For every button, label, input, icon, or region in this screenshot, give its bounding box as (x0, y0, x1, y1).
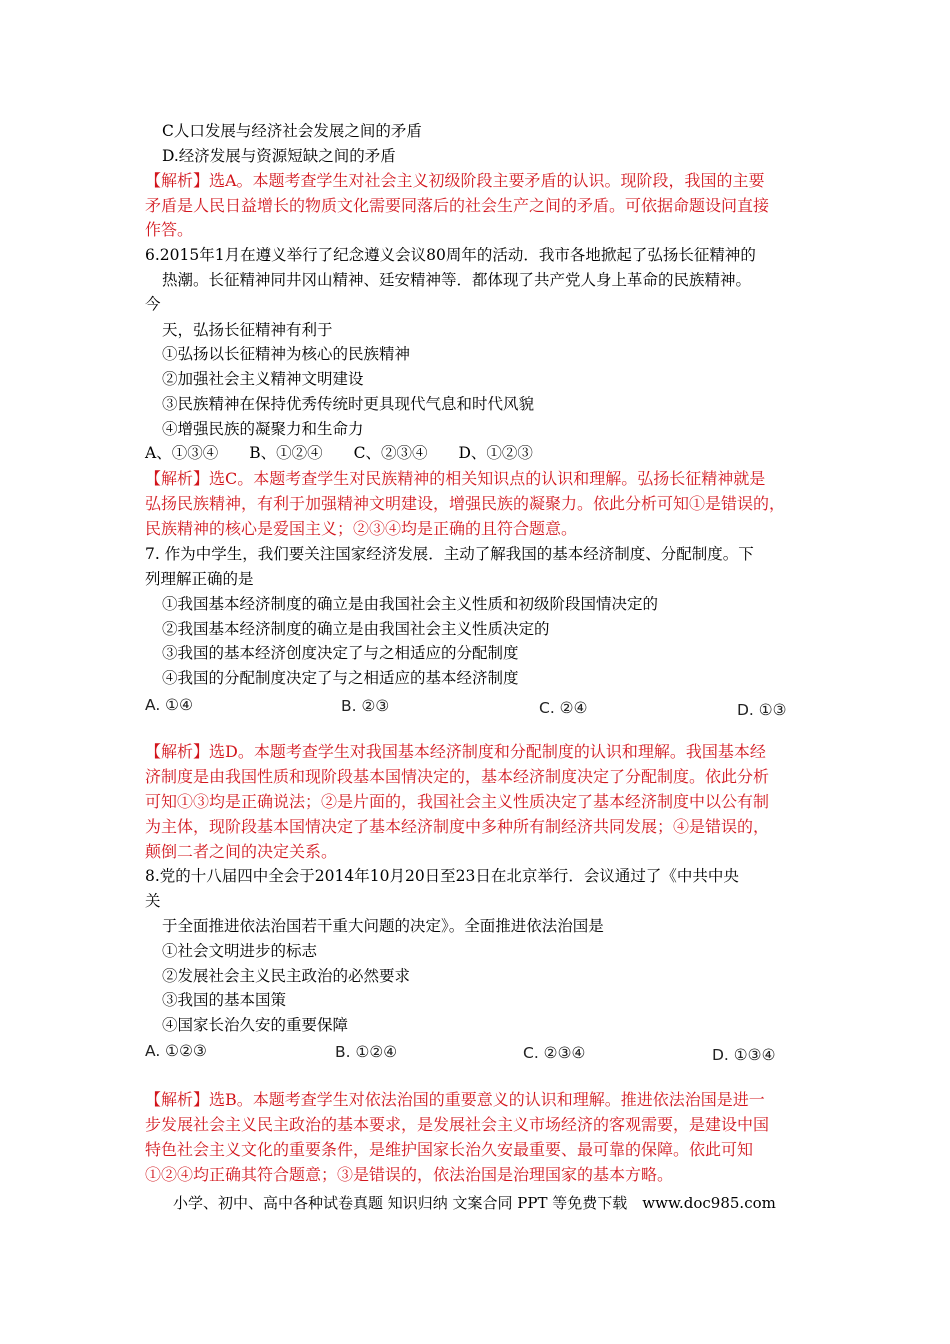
q8-analysis-line-4: ①②④均正确其符合题意；③是错误的，依法治国是治理国家的基本方略。 (145, 1165, 674, 1184)
q7-item-3: ③我国的基本经济创度决定了与之相适应的分配制度 (162, 644, 519, 662)
q6-item-4: ④增强民族的凝聚力和生命力 (162, 420, 364, 438)
q5-analysis-line-2: 矛盾是人民日益增长的物质文化需要同落后的社会生产之间的矛盾。可依据命题设问直接 (145, 196, 770, 215)
q8-stem-line-3: 于全面推进依法治国若干重大问题的决定》。全面推进依法治国是 (162, 917, 604, 935)
q8-item-2: ②发展社会主义民主政治的必然要求 (162, 967, 411, 985)
q8-option-c: C. ②③④ (523, 1044, 586, 1062)
q8-analysis-line-2: 步发展社会主义民主政治的基本要求，是发展社会主义市场经济的客观需要，是建设中国 (145, 1115, 770, 1134)
q5-analysis-line-3: 作答。 (145, 220, 194, 239)
q8-analysis-line-3: 特色社会主义文化的重要条件，是维护国家长治久安最重要、最可靠的保障。依此可知 (145, 1140, 754, 1159)
q6-options: A、①③④ B、①②④ C、②③④ D、①②③ (145, 444, 533, 462)
q7-item-4: ④我国的分配制度决定了与之相适应的基本经济制度 (162, 669, 519, 687)
q5-analysis-line-1: 【解析】选A。本题考查学生对社会主义初级阶段主要矛盾的认识。现阶段，我国的主要 (145, 171, 765, 190)
q6-stem-line-3: 今 (145, 295, 161, 313)
q8-item-1: ①社会文明进步的标志 (162, 942, 318, 960)
q7-stem-line-2: 列理解正确的是 (145, 570, 254, 588)
q6-analysis-line-3: 民族精神的核心是爱国主义；②③④均是正确的且符合题意。 (145, 519, 578, 538)
q7-analysis-line-4: 为主体，现阶段基本国情决定了基本经济制度中多种所有制经济共同发展；④是错误的， (145, 817, 770, 836)
q7-stem-line-1: 7. 作为中学生，我们要关注国家经济发展．主动了解我国的基本经济制度、分配制度。下 (145, 545, 754, 563)
q6-item-2: ②加强社会主义精神文明建设 (162, 370, 364, 388)
page-footer: 小学、初中、高中各种试卷真题 知识归纳 文案合同 PPT 等免费下载 www.doc985.com (173, 1194, 776, 1212)
q7-option-d: D. ①③ (737, 701, 787, 719)
q6-item-1: ①弘扬以长征精神为核心的民族精神 (162, 345, 411, 363)
q7-item-2: ②我国基本经济制度的确立是由我国社会主义性质决定的 (162, 620, 550, 638)
q6-stem-line-1: 6.2015年1月在遵义举行了纪念遵义会议80周年的活动．我市各地掀起了弘扬长征精神的 (145, 246, 756, 264)
q8-analysis-line-1: 【解析】选B。本题考查学生对依法治国的重要意义的认识和理解。推进依法治国是进一 (145, 1090, 765, 1109)
q8-option-a: A. ①②③ (145, 1042, 207, 1060)
q8-stem-line-1: 8.党的十八届四中全会于2014年10月20日至23日在北京举行．会议通过了《中共中央 (145, 867, 739, 885)
q7-option-a: A. ①④ (145, 696, 193, 714)
q6-analysis-line-1: 【解析】选C。本题考查学生对民族精神的相关知识点的认识和理解。弘扬长征精神就是 (145, 469, 766, 488)
q8-stem-line-2: 关 (145, 892, 161, 910)
q5-option-c: C人口发展与经济社会发展之间的矛盾 (162, 122, 422, 140)
q7-analysis-line-3: 可知①③均是正确说法；②是片面的，我国社会主义性质决定了基本经济制度中以公有制 (145, 792, 770, 811)
q6-stem-line-4: 天，弘扬长征精神有利于 (162, 321, 333, 339)
q7-item-1: ①我国基本经济制度的确立是由我国社会主义性质和初级阶段国情决定的 (162, 595, 659, 613)
q7-options (145, 695, 805, 721)
q6-analysis-line-2: 弘扬民族精神，有利于加强精神文明建设，增强民族的凝聚力。依此分析可知①是错误的， (145, 494, 786, 513)
q7-option-c: C. ②④ (539, 699, 588, 717)
q8-item-3: ③我国的基本国策 (162, 991, 287, 1009)
q8-options (145, 1041, 805, 1067)
q8-option-d: D. ①③④ (712, 1046, 776, 1064)
q6-stem-line-2: 热潮。长征精神同井冈山精神、廷安精神等．都体现了共产党人身上革命的民族精神。 (162, 271, 752, 289)
q8-item-4: ④国家长治久安的重要保障 (162, 1016, 349, 1034)
q7-option-b: B. ②③ (341, 697, 390, 715)
q8-option-b: B. ①②④ (335, 1043, 398, 1061)
q7-analysis-line-2: 济制度是由我国性质和现阶段基本国情决定的，基本经济制度决定了分配制度。依此分析 (145, 767, 770, 786)
q6-item-3: ③民族精神在保持优秀传统时更具现代气息和时代风貌 (162, 395, 535, 413)
q7-analysis-line-1: 【解析】选D。本题考查学生对我国基本经济制度和分配制度的认识和理解。我国基本经 (145, 742, 766, 761)
q7-analysis-line-5: 颠倒二者之间的决定关系。 (145, 842, 338, 861)
q5-option-d: D.经济发展与资源短缺之间的矛盾 (162, 147, 396, 165)
